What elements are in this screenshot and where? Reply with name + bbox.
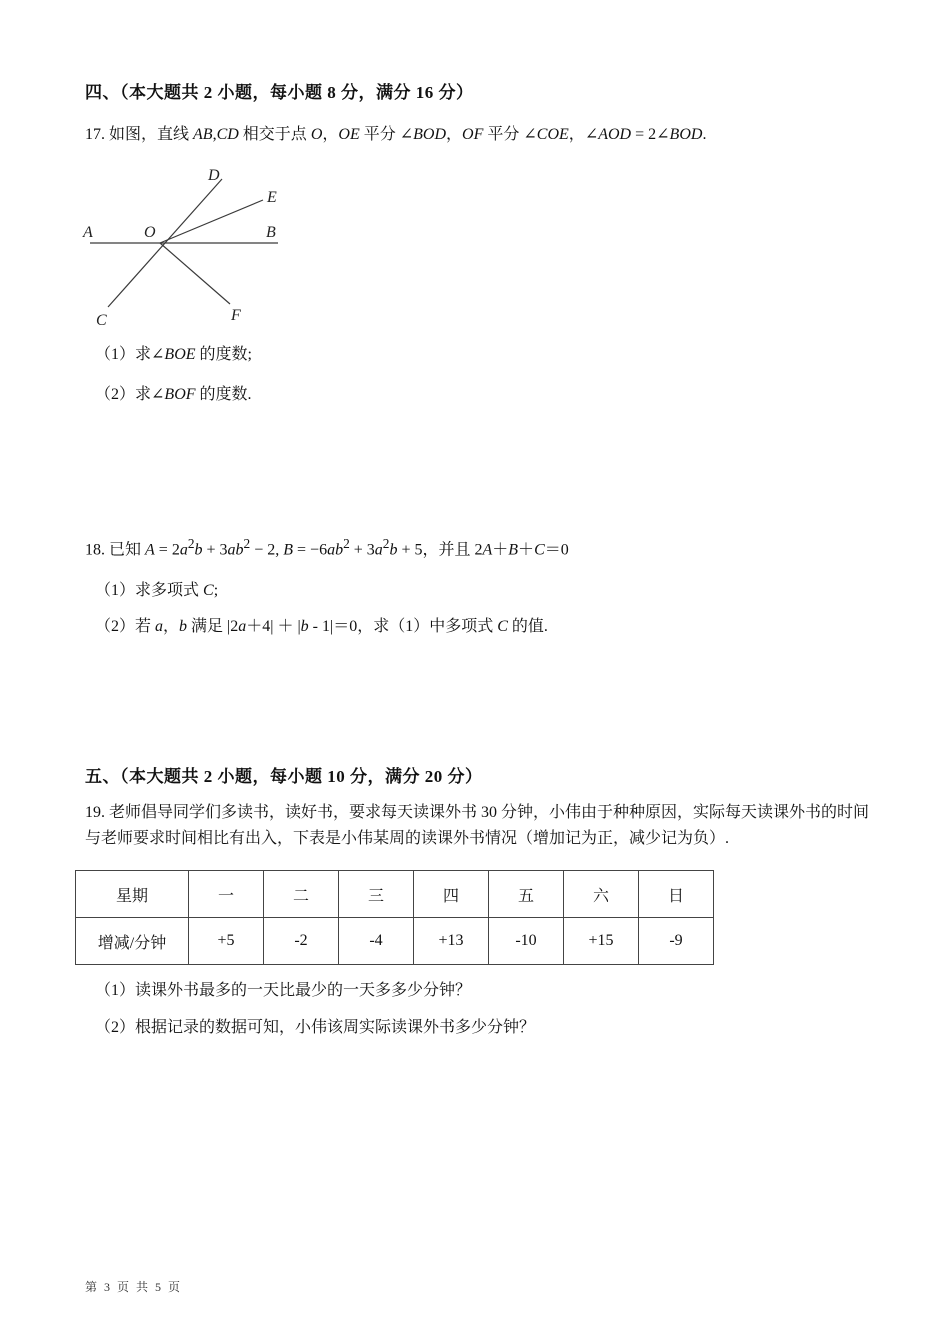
point-label-C: C (96, 312, 107, 329)
table-row-label: 增减/分钟 (76, 918, 189, 965)
table-cell: -4 (339, 918, 414, 965)
table-header-cell: 日 (639, 871, 714, 918)
table-header-cell: 一 (189, 871, 264, 918)
point-label-E: E (267, 189, 277, 206)
point-label-D: D (208, 167, 220, 184)
table-cell: -9 (639, 918, 714, 965)
table-cell: +15 (564, 918, 639, 965)
point-label-A: A (83, 224, 93, 241)
table-header-cell: 四 (414, 871, 489, 918)
section4-heading: 四、（本大题共 2 小题，每小题 8 分，满分 16 分） (85, 83, 474, 102)
table-cell: +13 (414, 918, 489, 965)
table-header-cell: 五 (489, 871, 564, 918)
q17-stem: 17. 如图，直线 AB,CD 相交于点 O，OE 平分 ∠BOD，OF 平分 ∠COE，∠AOD = 2∠BOD. (85, 126, 707, 143)
table-cell: -10 (489, 918, 564, 965)
section5-heading: 五、（本大题共 2 小题，每小题 10 分，满分 20 分） (85, 767, 483, 786)
ray-OF (160, 243, 230, 304)
ray-OE (160, 200, 263, 243)
table-header-cell: 六 (564, 871, 639, 918)
point-label-F: F (231, 307, 241, 324)
q18-stem: 18. 已知 $A = 2a^2b + 3ab^2 - 2$, $B = -6ab^2 + 3a^2b + 5$，并且 2A＋B＋C＝0 (85, 536, 569, 559)
page-footer: 第 3 页 共 5 页 (85, 1280, 183, 1294)
point-label-B: B (266, 224, 276, 241)
q19-part2: （2）根据记录的数据可知，小伟该周实际读课外书多少分钟？ (95, 1019, 536, 1036)
q18-part2: （2）若 a，b 满足 |2a＋4| ＋ |b - 1|＝0，求（1）中多项式 C 的值. (95, 618, 548, 635)
q18-part1: （1）求多项式 C; (95, 582, 219, 599)
table-cell: +5 (189, 918, 264, 965)
table-header-row (76, 871, 714, 918)
q19-reading-table (75, 870, 714, 965)
q17-part2: （2）求∠BOF 的度数. (95, 386, 252, 403)
table-header-cell: 二 (264, 871, 339, 918)
q17-geometry-figure (82, 165, 297, 335)
table-cell: -2 (264, 918, 339, 965)
table-header-cell: 星期 (76, 871, 189, 918)
table-header-cell: 三 (339, 871, 414, 918)
q17-part1: （1）求∠BOE 的度数; (95, 346, 252, 363)
q19-stem: 19. 老师倡导同学们多读书，读好书，要求每天读课外书 30 分钟，小伟由于种种原因，实际每天读课外书的时间与老师要求时间相比有出入，下表是小伟某周的读课外书情况（增加记为正，减少记为负）. (85, 804, 870, 847)
q19-part1: （1）读课外书最多的一天比最少的一天多多少分钟？ (95, 982, 472, 999)
point-label-O: O (144, 224, 156, 241)
table-data-row (76, 918, 714, 965)
